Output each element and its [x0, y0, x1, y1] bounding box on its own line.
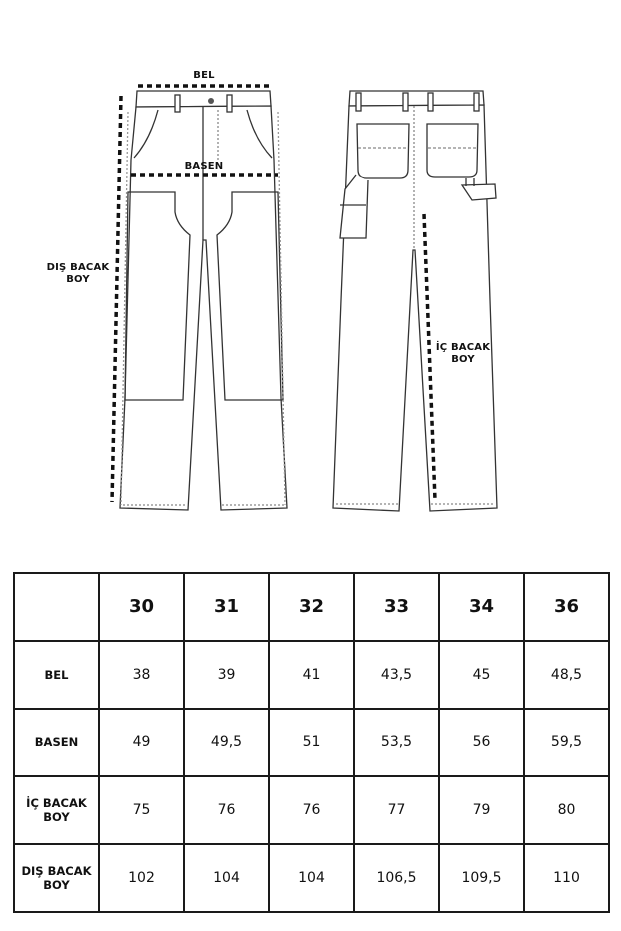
value-cell: 43,5 [354, 641, 439, 709]
value-cell: 39 [184, 641, 269, 709]
size-header-cell: 32 [269, 573, 354, 641]
table-row-outseam [14, 844, 609, 912]
value-cell: 80 [524, 776, 609, 844]
outseam-label-line1: DIŞ BACAK [46, 262, 110, 273]
row-label [14, 641, 99, 709]
size-header-cell: 34 [439, 573, 524, 641]
table-row-inseam [14, 776, 609, 844]
value-cell: 41 [269, 641, 354, 709]
row-label-line1: DIŞ BACAK [21, 864, 92, 879]
inseam-label [433, 342, 493, 366]
value-cell: 79 [439, 776, 524, 844]
row-label-line1: BEL [44, 667, 69, 682]
value-cell: 104 [269, 844, 354, 912]
value-cell: 109,5 [439, 844, 524, 912]
value-cell: 104 [184, 844, 269, 912]
value-cell: 76 [184, 776, 269, 844]
row-label [14, 844, 99, 912]
value-cell: 76 [269, 776, 354, 844]
value-cell: 49 [99, 709, 184, 777]
value-cell: 59,5 [524, 709, 609, 777]
value-cell: 49,5 [184, 709, 269, 777]
inseam-label-line2: BOY [451, 354, 475, 365]
size-header-cell: 31 [184, 573, 269, 641]
outseam-label-line2: BOY [66, 274, 90, 285]
row-label-line1: İÇ BACAK [26, 796, 87, 811]
table-row-hip [14, 709, 609, 777]
value-cell: 53,5 [354, 709, 439, 777]
value-cell: 75 [99, 776, 184, 844]
inseam-label-line1: İÇ BACAK [435, 342, 491, 353]
outseam-label [40, 262, 116, 286]
front-pants-icon [120, 91, 287, 510]
size-header-row [14, 573, 609, 641]
size-header-cell: 36 [524, 573, 609, 641]
row-label-line2: BOY [43, 810, 70, 825]
value-cell: 77 [354, 776, 439, 844]
value-cell: 51 [269, 709, 354, 777]
corner-cell [14, 573, 99, 641]
value-cell: 38 [99, 641, 184, 709]
hip-label: BASEN [184, 161, 224, 172]
row-label [14, 776, 99, 844]
value-cell: 56 [439, 709, 524, 777]
row-label-line2: BOY [43, 878, 70, 893]
value-cell: 102 [99, 844, 184, 912]
size-header-cell: 30 [99, 573, 184, 641]
value-cell: 106,5 [354, 844, 439, 912]
row-label-line1: BASEN [34, 735, 79, 750]
table-row-waist [14, 641, 609, 709]
value-cell: 48,5 [524, 641, 609, 709]
back-pants-icon [333, 91, 497, 511]
button-icon [208, 98, 214, 104]
waist-label: BEL [193, 70, 215, 81]
size-chart-table [13, 572, 610, 913]
size-header-cell: 33 [354, 573, 439, 641]
value-cell: 110 [524, 844, 609, 912]
outseam-measure-line [112, 96, 121, 502]
value-cell: 45 [439, 641, 524, 709]
row-label [14, 709, 99, 777]
